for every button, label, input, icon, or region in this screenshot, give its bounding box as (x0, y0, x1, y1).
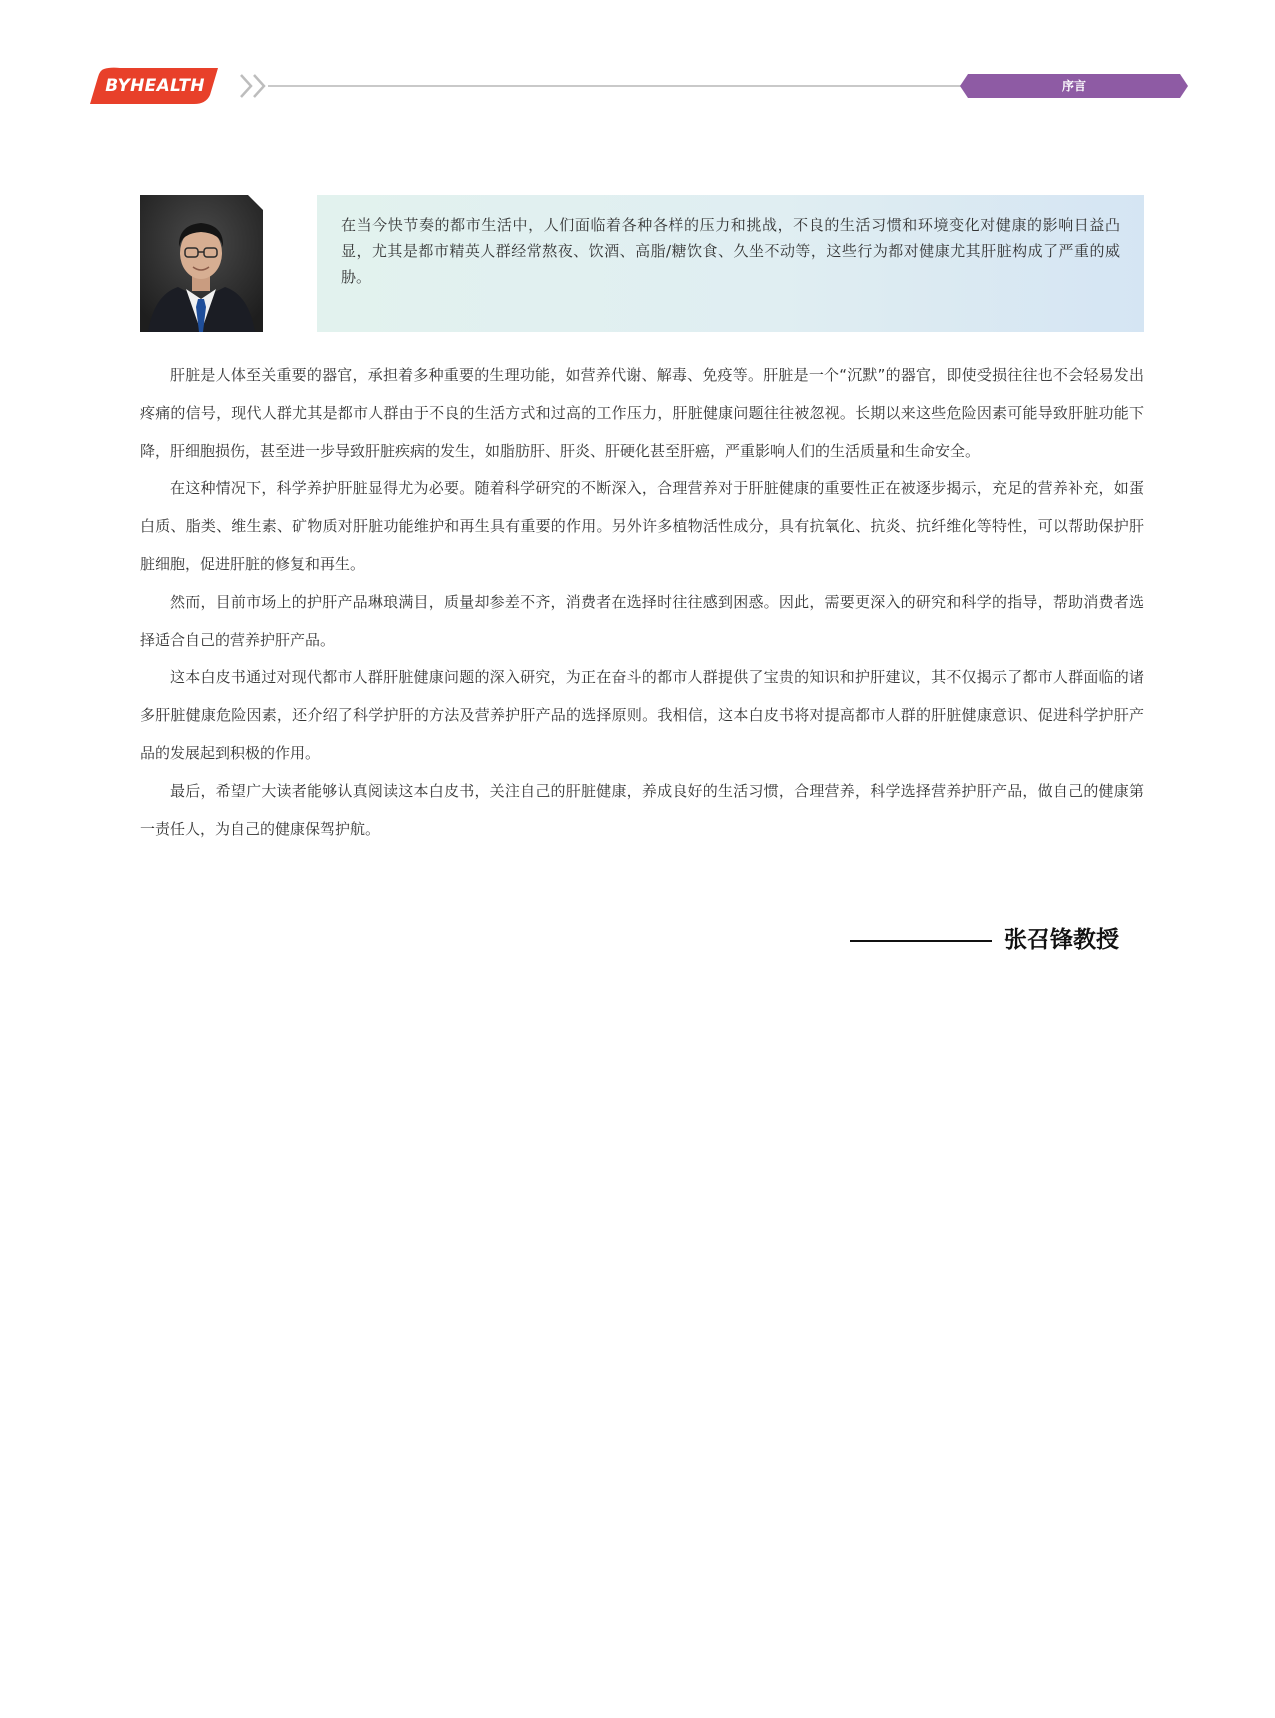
byhealth-logo (90, 67, 220, 105)
header-divider (268, 85, 968, 87)
body-paragraph: 在这种情况下，科学养护肝脏显得尤为必要。随着科学研究的不断深入，合理营养对于肝脏健康的重要性正在被逐步揭示，充足的营养补充，如蛋白质、脂类、维生素、矿物质对肝脏功能维护和再生具有重要的作用。另外许多植物活性成分，具有抗氧化、抗炎、抗纤维化等特性，可以帮助保护肝脏细胞，促进肝脏的修复和再生。 (140, 479, 1144, 573)
intro-callout (317, 195, 1144, 332)
logo-text: BYHEALTH (105, 76, 205, 96)
signature-name: 张召锋教授 (1004, 927, 1119, 953)
intro-text: 在当今快节奏的都市生活中，人们面临着各种各样的压力和挑战，不良的生活习惯和环境变化对健康的影响日益凸显，尤其是都市精英人群经常熬夜、饮酒、高脂/糖饮食、久坐不动等，这些行为都对健康尤其肝脏构成了严重的威胁。 (341, 216, 1120, 286)
signature-dash (850, 940, 992, 942)
body-paragraph: 这本白皮书通过对现代都市人群肝脏健康问题的深入研究，为正在奋斗的都市人群提供了宝贵的知识和护肝建议，其不仅揭示了都市人群面临的诸多肝脏健康危险因素，还介绍了科学护肝的方法及营养护肝产品的选择原则。我相信，这本白皮书将对提高都市人群的肝脏健康意识、促进科学护肝产品的发展起到积极的作用。 (140, 668, 1144, 762)
section-title: 序言 (1061, 79, 1086, 93)
preface-body (140, 357, 1144, 848)
section-tab (960, 74, 1188, 98)
body-paragraph: 肝脏是人体至关重要的器官，承担着多种重要的生理功能，如营养代谢、解毒、免疫等。肝脏是一个“沉默”的器官，即使受损往往也不会轻易发出疼痛的信号，现代人群尤其是都市人群由于不良的生活方式和过高的工作压力，肝脏健康问题往往被忽视。长期以来这些危险因素可能导致肝脏功能下降，肝细胞损伤，甚至进一步导致肝脏疾病的发生，如脂肪肝、肝炎、肝硬化甚至肝癌，严重影响人们的生活质量和生命安全。 (140, 366, 1144, 460)
body-paragraph: 最后，希望广大读者能够认真阅读这本白皮书，关注自己的肝脏健康，养成良好的生活习惯，合理营养，科学选择营养护肝产品，做自己的健康第一责任人，为自己的健康保驾护航。 (140, 781, 1144, 838)
signature (850, 922, 1140, 958)
body-paragraph: 然而，目前市场上的护肝产品琳琅满目，质量却参差不齐，消费者在选择时往往感到困惑。因此，需要更深入的研究和科学的指导，帮助消费者选择适合自己的营养护肝产品。 (140, 592, 1144, 649)
author-portrait (140, 195, 263, 332)
